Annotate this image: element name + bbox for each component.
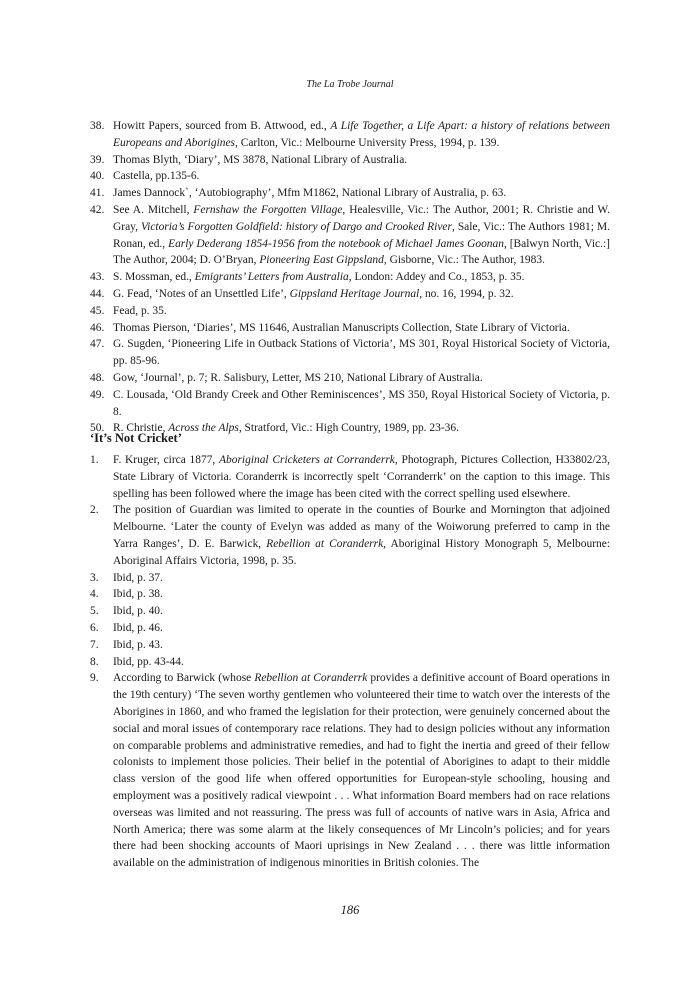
endnote-number: 7. — [90, 638, 99, 651]
endnote-number: 49. — [90, 388, 105, 401]
endnote-text: , Gisborne, Vic.: The Author, 1983. — [383, 254, 545, 267]
endnote-text: According to Barwick (whose — [113, 672, 255, 685]
endnote-text: no. 16, 1994, p. 32. — [422, 287, 514, 300]
endnote-number: 47. — [90, 338, 105, 351]
endnote-text: provides a definitive account of Board operations in the 19th century) ‘The seven worthy gentlemen who volunteered their time to watch over the interests of the Aborigines in 1860, and who framed the legislation for their protection, were genuinely concerned about the social and moral issues of contemporary race relations. They had to design policies without any information on comparable problems and administrative remedies, and had to fight the inertia and greed of their fellow colonists to implement those policies. Their belief in the potential of Aborigines to adapt to their middle class version of the good life when offered opportunities for European-style schooling, housing and employment was a positively radical viewpoint . . . What information Board members had on race relations overseas was limited and not reassuring. The press was full of accounts of native wars in Asia, Africa and North America; there was some alarm at the likely consequences of Mr Lincoln’s policies; and for years there had been shocking accounts of Maori uprisings in New Zealand . . . there was little information available on the administration of indigenous minorities in British colonies. The — [113, 672, 610, 870]
endnote-text: R. Christie, — [113, 422, 169, 435]
endnote-text: Ibid, p. 40. — [113, 605, 163, 618]
endnote-number: 42. — [90, 203, 105, 216]
endnote-number: 38. — [90, 120, 105, 132]
endnote-text: Ibid, p. 38. — [113, 588, 163, 601]
page-number: 186 — [340, 903, 360, 917]
endnote-title-italic: Victoria’s Forgotten Goldfield: history of Dargo and Crooked River — [141, 220, 452, 233]
endnote-title-italic: Across the Alps — [168, 422, 239, 435]
endnote-title-italic: Fernshaw the Forgotten Village — [193, 203, 343, 216]
endnote-text: , Carlton, Vic.: Melbourne University Press, 1994, p. 139. — [235, 136, 500, 149]
endnote-number: 43. — [90, 271, 105, 284]
endnote-text: , Healesville, Vic.: The Author, 2001; R. Christie and W. Gray, — [113, 203, 610, 233]
endnote-number: 45. — [90, 304, 105, 317]
endnote-title-italic: Aboriginal Cricketers at Corranderrk — [219, 454, 395, 466]
endnote — [90, 152, 610, 169]
endnote-number: 5. — [90, 605, 99, 618]
endnote — [90, 586, 610, 603]
endnote-title-italic: A Life Together, a Life Apart: a history of relations between Europeans and Aborigines — [113, 120, 610, 149]
endnote-number: 48. — [90, 371, 105, 384]
endnote — [90, 336, 610, 370]
endnote-number: 50. — [90, 422, 105, 435]
endnote-text: F. Kruger, circa 1877, — [113, 454, 220, 466]
endnote-text: Thomas Pierson, ‘Diaries’, MS 11646, Australian Manuscripts Collection, State Library of Victoria. — [113, 321, 570, 334]
endnote — [90, 637, 610, 654]
endnote — [90, 168, 610, 185]
endnote-text: , Sale, Vic.: The Authors 1981; M. Ronan, ed., — [113, 220, 611, 250]
endnote — [90, 286, 610, 303]
endnote — [90, 185, 610, 202]
endnote — [90, 303, 610, 320]
endnote — [90, 202, 610, 269]
endnote-number: 1. — [90, 454, 99, 466]
endnote-text: G. Sugden, ‘Pioneering Life in Outback Stations of Victoria’, MS 301, Royal Historical Society of Victoria, pp. 85-96. — [113, 338, 610, 368]
endnote-text: G. Fead, ‘Notes of an Unsettled Life’, — [113, 287, 290, 300]
endnote-text: Howitt Papers, sourced from B. Attwood, ed., — [113, 120, 331, 132]
endnote — [90, 670, 610, 872]
endnote-title-italic: Early Dederang 1854-1956 from the notebook of Michael James Goonan — [168, 237, 504, 250]
endnote-number: 4. — [90, 588, 99, 601]
endnote-number: 41. — [90, 187, 105, 200]
endnote-text: , Photograph, Pictures Collection, H33802/23, State Library of Victoria. Coranderrk is incorrectly spelt ‘Corranderrk’ on the caption to this image. This spelling has been followed where the image has been cited with the correct spelling used elsewhere. — [113, 454, 610, 500]
endnote-text: C. Lousada, ‘Old Brandy Creek and Other Reminiscences’, MS 350, Royal Historical Society of Victoria, p. 8. — [113, 388, 610, 418]
endnote-number: 40. — [90, 170, 105, 183]
endnote-text: , [Balwyn North, Vic.:] The Author, 2004; D. O’Bryan, — [113, 237, 610, 267]
endnote-title-italic: Pioneering East Gippsland — [259, 254, 384, 267]
endnote-text: Gow, ‘Journal’, p. 7; R. Salisbury, Letter, MS 210, National Library of Australia. — [113, 371, 483, 384]
endnote-number: 8. — [90, 655, 99, 668]
endnote-text: Ibid, pp. 43-44. — [113, 655, 184, 668]
endnote-text: Thomas Blyth, ‘Diary’, MS 3878, National Library of Australia. — [113, 153, 408, 166]
endnote-title-italic: Rebellion at Coranderrk — [254, 672, 368, 685]
endnote-title-italic: Rebellion at Coranderrk, — [266, 537, 387, 550]
endnote-text: The position of Guardian was limited to operate in the counties of Bourke and Mornington that adjoined Melbourne. ‘Later the county of Evelyn was added as many of the Woiworung preferred to camp in the Yarra Ranges’, D. E. Barwick, — [113, 504, 610, 550]
endnote — [90, 269, 610, 286]
endnote — [90, 452, 610, 502]
endnote — [90, 654, 610, 671]
endnote-number: 6. — [90, 621, 99, 634]
endnote-number: 44. — [90, 287, 105, 300]
endnotes-list-its-not-cricket — [90, 452, 610, 872]
endnote-number: 3. — [90, 571, 99, 584]
endnotes-list-previous-article — [90, 118, 610, 437]
endnote-text: James Dannock`, ‘Autobiography’, Mfm M1862, National Library of Australia, p. 63. — [113, 187, 507, 200]
endnote-text: , Stratford, Vic.: High Country, 1989, pp. 23-36. — [238, 422, 459, 435]
endnote-text: , London: Addey and Co., 1853, p. 35. — [348, 271, 525, 284]
endnote — [90, 570, 610, 587]
endnote — [90, 370, 610, 387]
endnote — [90, 118, 610, 152]
section-heading: ‘It’s Not Cricket’ — [90, 431, 182, 445]
endnote-title-italic: Emigrants’ Letters from Australia — [194, 271, 349, 284]
endnote-title-italic: Gippsland Heritage Journal, — [289, 287, 423, 300]
endnote-text: Fead, p. 35. — [113, 304, 167, 317]
endnote-number: 39. — [90, 153, 105, 166]
endnote — [90, 387, 610, 421]
endnote — [90, 620, 610, 637]
endnote — [90, 502, 610, 569]
endnote — [90, 603, 610, 620]
running-head: The La Trobe Journal — [306, 79, 394, 90]
endnote-text: Ibid, p. 37. — [113, 571, 163, 584]
endnote-number: 2. — [90, 504, 99, 517]
endnote-text: Castella, pp.135-6. — [113, 170, 200, 183]
endnote-text: Aboriginal History Monograph 5, Melbourne: Aboriginal Affairs Victoria, 1998, p. 35. — [113, 537, 610, 567]
endnote-text: Ibid, p. 43. — [113, 638, 163, 651]
endnote-number: 9. — [90, 672, 99, 685]
endnote-number: 46. — [90, 321, 105, 334]
endnote — [90, 320, 610, 337]
endnote-text: See A. Mitchell, — [113, 203, 194, 216]
endnote-text: Ibid, p. 46. — [113, 621, 163, 634]
endnote-text: S. Mossman, ed., — [113, 271, 195, 284]
